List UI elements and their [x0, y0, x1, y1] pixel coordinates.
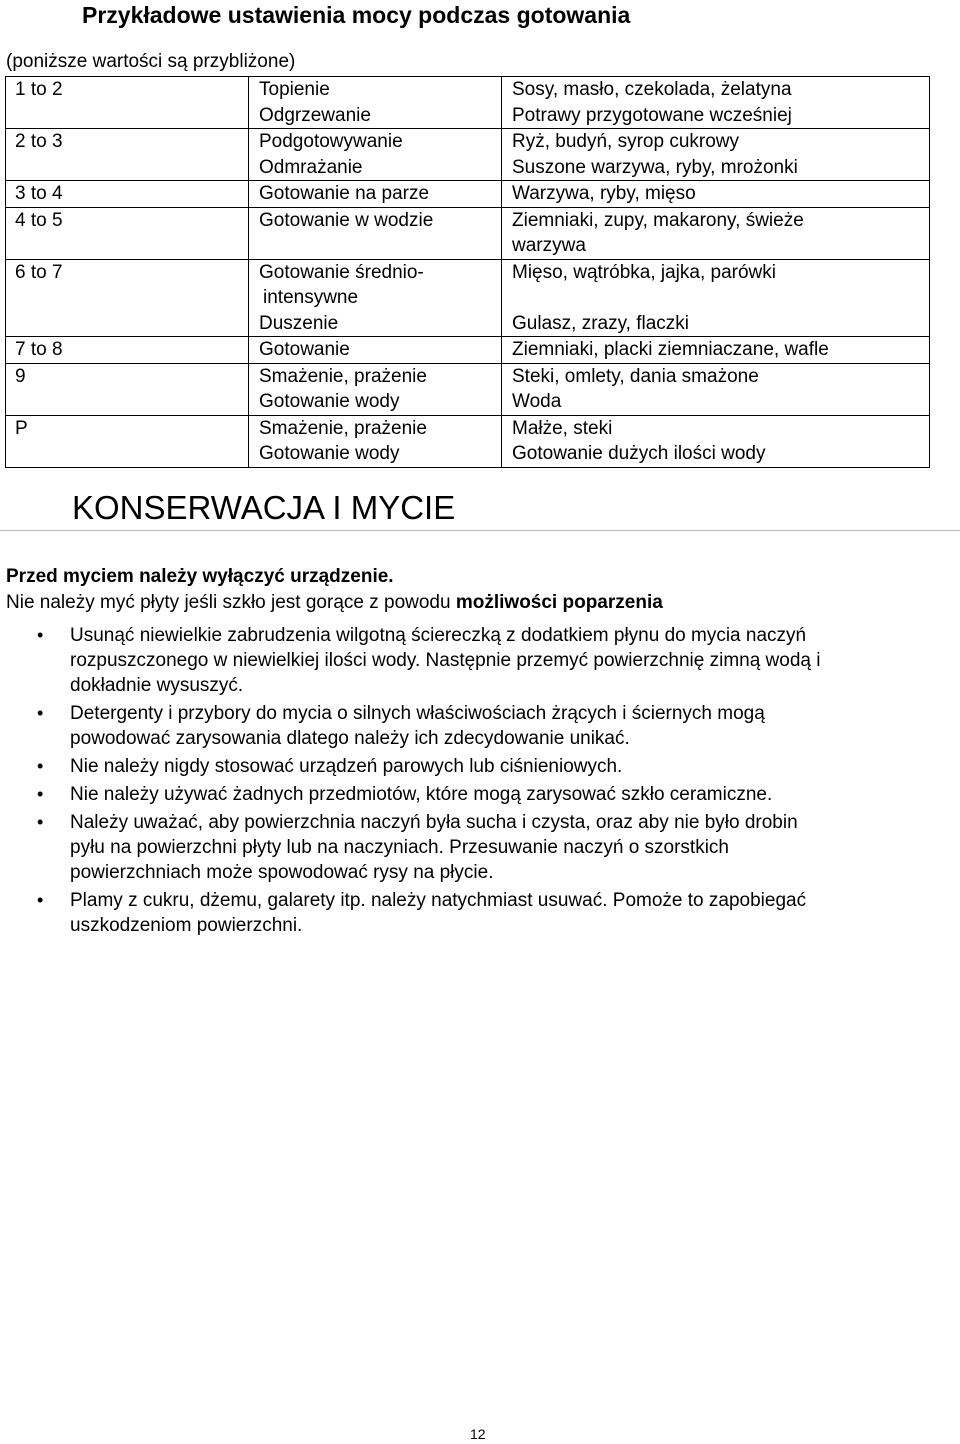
- list-item-line: Nie należy nigdy stosować urządzeń parowych lub ciśnieniowych.: [70, 756, 623, 777]
- list-item-line: powodować zarysowania dlatego należy ich zdecydowanie unikać.: [70, 728, 630, 749]
- cooking-mode-cell: [249, 77, 502, 129]
- care-list: [0, 623, 950, 941]
- cooking-mode-line: Smażenie, prażenie: [259, 365, 427, 387]
- list-item-line: Detergenty i przybory do mycia o silnych właściwościach żrących i ściernych mogą: [70, 703, 765, 724]
- cooking-mode-cell: [249, 337, 502, 364]
- food-examples-line: Małże, steki: [512, 417, 613, 439]
- list-item-line: Należy uważać, aby powierzchnia naczyń była sucha i czysta, oraz aby nie było drobin: [70, 812, 798, 833]
- cooking-mode-cell: [249, 415, 502, 467]
- warning-text-plain: Nie należy myć płyty jeśli szkło jest gorące z powodu: [6, 592, 456, 613]
- food-examples-line: Ryż, budyń, syrop cukrowy: [512, 131, 740, 152]
- cooking-mode-cell: [249, 181, 502, 208]
- page-number: 12: [470, 1426, 486, 1442]
- power-settings-table: [5, 76, 930, 468]
- food-examples-cell: [502, 207, 930, 259]
- table-row: [6, 337, 930, 364]
- food-examples-line: Warzywa, ryby, mięso: [512, 183, 696, 204]
- list-item: [0, 701, 950, 751]
- cooking-mode-line: Gotowanie w wodzie: [259, 209, 434, 231]
- food-examples-cell: [502, 181, 930, 208]
- cooking-mode-line: Odgrzewanie: [259, 104, 371, 126]
- bullet-icon: •: [37, 890, 44, 910]
- section-divider: [0, 530, 960, 531]
- cooking-mode-line: intensywne: [263, 287, 359, 308]
- food-examples-line: Gotowanie dużych ilości wody: [512, 443, 766, 464]
- approximate-values-note: (poniższe wartości są przybliżone): [6, 51, 296, 72]
- list-item: [0, 810, 950, 885]
- food-examples-cell: [502, 77, 930, 129]
- power-level-cell: 3 to 4: [6, 181, 249, 208]
- list-item-line: dokładnie wysuszyć.: [70, 675, 244, 696]
- food-examples-line: Ziemniaki, placki ziemniaczane, wafle: [512, 339, 829, 360]
- bullet-icon: •: [37, 756, 44, 776]
- cooking-mode-line: Gotowanie wody: [259, 443, 400, 464]
- food-examples-line: warzywa: [512, 235, 586, 256]
- table-row: [6, 129, 930, 181]
- food-examples-cell: [502, 129, 930, 181]
- list-item: [0, 888, 950, 938]
- table-row: [6, 363, 930, 415]
- food-examples-line: [512, 285, 929, 311]
- page-title: Przykładowe ustawienia mocy podczas gotowania: [82, 2, 631, 28]
- cooking-mode-line: Duszenie: [259, 312, 339, 334]
- food-examples-line: Suszone warzywa, ryby, mrożonki: [512, 156, 798, 178]
- power-level-cell: 2 to 3: [6, 129, 249, 181]
- cooking-mode-cell: [249, 259, 502, 337]
- food-examples-line: Gulasz, zrazy, flaczki: [512, 312, 690, 334]
- food-examples-line: Mięso, wątróbka, jajka, parówki: [512, 261, 776, 283]
- food-examples-line: Ziemniaki, zupy, makarony, świeże: [512, 209, 804, 231]
- warning-text: [6, 591, 663, 615]
- power-level-cell: 7 to 8: [6, 337, 249, 364]
- bullet-icon: •: [37, 784, 44, 804]
- food-examples-line: Steki, omlety, dania smażone: [512, 365, 759, 387]
- bullet-icon: •: [37, 703, 44, 723]
- bullet-icon: •: [37, 812, 44, 832]
- table-row: [6, 207, 930, 259]
- table-row: [6, 181, 930, 208]
- list-item-line: pyłu na powierzchni płyty lub na naczyniach. Przesuwanie naczyń o szorstkich: [70, 837, 729, 858]
- food-examples-cell: [502, 337, 930, 364]
- table-row: [6, 415, 930, 467]
- cooking-mode-line: Topienie: [259, 79, 330, 100]
- power-level-cell: 4 to 5: [6, 207, 249, 259]
- cooking-mode-cell: [249, 363, 502, 415]
- cooking-mode-line: Gotowanie na parze: [259, 183, 430, 204]
- power-level-cell: 1 to 2: [6, 77, 249, 129]
- list-item-line: powierzchniach może spowodować rysy na płycie.: [70, 862, 494, 883]
- cooking-mode-line: Gotowanie: [259, 339, 350, 360]
- list-item: [0, 623, 950, 698]
- cooking-mode-line: Gotowanie średnio-: [259, 261, 424, 283]
- food-examples-line: Woda: [512, 391, 562, 412]
- cooking-mode-line: Podgotowywanie: [259, 131, 403, 152]
- power-level-cell: 6 to 7: [6, 259, 249, 337]
- cooking-mode-line: Gotowanie wody: [259, 391, 400, 412]
- cooking-mode-cell: [249, 207, 502, 259]
- food-examples-cell: [502, 363, 930, 415]
- table-row: [6, 77, 930, 129]
- food-examples-cell: [502, 415, 930, 467]
- list-item-line: Nie należy używać żadnych przedmiotów, które mogą zarysować szkło ceramiczne.: [70, 784, 773, 805]
- cooking-mode-cell: [249, 129, 502, 181]
- cooking-mode-line: Odmrażanie: [259, 156, 363, 178]
- list-item-line: uszkodzeniom powierzchni.: [70, 915, 303, 936]
- list-item-line: rozpuszczonego w niewielkiej ilości wody. Następnie przemyć powierzchnię zimną wodą i: [70, 650, 821, 671]
- warning-bold: Przed myciem należy wyłączyć urządzenie.: [6, 566, 394, 587]
- food-examples-line: Potrawy przygotowane wcześniej: [512, 104, 792, 126]
- list-item-line: Plamy z cukru, dżemu, galarety itp. należy natychmiast usuwać. Pomoże to zapobiegać: [70, 890, 807, 911]
- power-level-cell: P: [6, 415, 249, 467]
- power-level-cell: 9: [6, 363, 249, 415]
- list-item-line: Usunąć niewielkie zabrudzenia wilgotną ściereczką z dodatkiem płynu do mycia naczyń: [70, 625, 807, 646]
- bullet-icon: •: [37, 625, 44, 645]
- cooking-mode-line: Smażenie, prażenie: [259, 417, 427, 439]
- food-examples-cell: [502, 259, 930, 337]
- list-item: [0, 754, 950, 779]
- warning-text-emphasis: możliwości poparzenia: [455, 592, 663, 613]
- food-examples-line: Sosy, masło, czekolada, żelatyna: [512, 79, 792, 100]
- list-item: [0, 782, 950, 807]
- table-row: [6, 259, 930, 337]
- section-title: KONSERWACJA I MYCIE: [72, 489, 456, 526]
